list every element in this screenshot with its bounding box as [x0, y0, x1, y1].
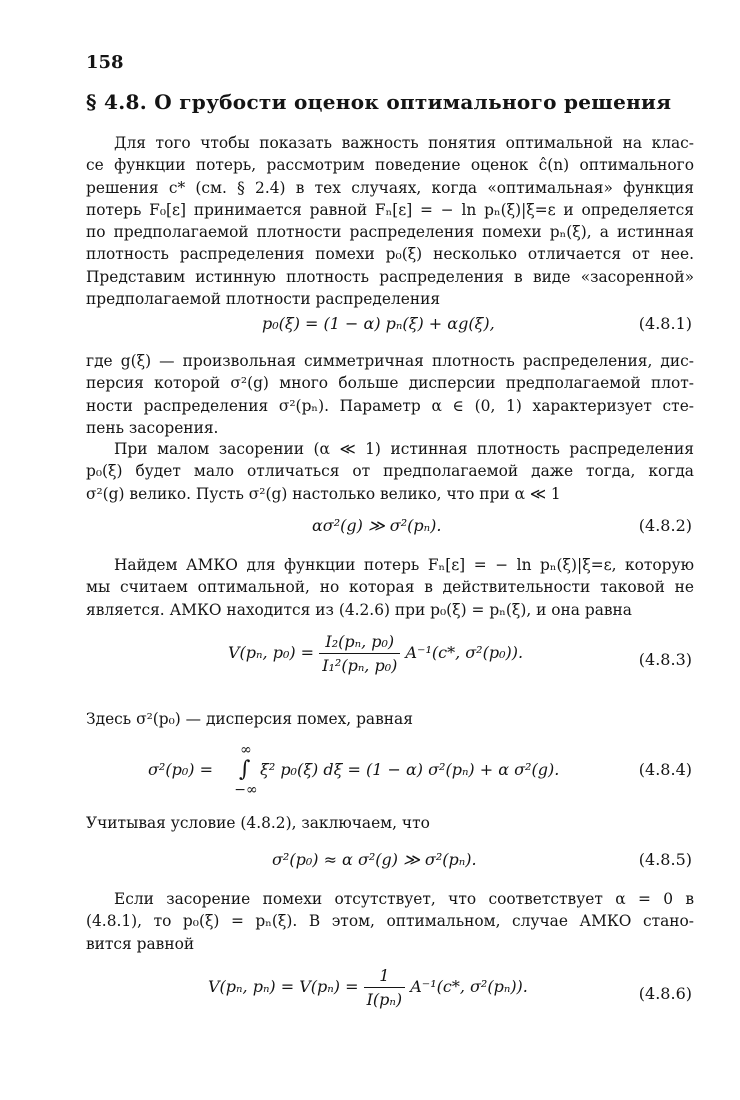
text-line: персия которой σ²(g) много больше дисперсии предполагаемой плот- [86, 374, 694, 393]
text-line: по предполагаемой плотности распределения помехи pₙ(ξ), а истинная [86, 223, 694, 242]
equation-lhs: V(pₙ, p₀) = [228, 643, 315, 662]
fraction-denominator: I₁²(pₙ, p₀) [322, 656, 398, 675]
equation-number: (4.8.2) [638, 516, 692, 535]
equation-4-8-1: p₀(ξ) = (1 − α) pₙ(ξ) + αg(ξ), [262, 314, 495, 333]
text-line: Здесь σ²(p₀) — дисперсия помех, равная [86, 710, 413, 728]
text-line: σ²(g) велико. Пусть σ²(g) настолько велико, что при α ≪ 1 [86, 484, 561, 503]
equation-lhs: σ²(p₀) = [148, 760, 213, 779]
equation-4-8-3 [228, 632, 523, 675]
text-line: Учитывая условие (4.8.2), заключаем, что [86, 814, 430, 832]
paragraph-small-contamination [86, 438, 694, 505]
text-line: пень засорения. [86, 418, 219, 437]
paragraph-conclusion [86, 812, 694, 834]
equation-number: (4.8.1) [638, 314, 692, 333]
equation-rhs: A⁻¹(c*, σ²(pₙ)). [410, 977, 528, 996]
text-line: Если засорение помехи отсутствует, что соответствует α = 0 в [114, 890, 694, 908]
text-line: предполагаемой плотности распределения [86, 290, 441, 309]
paragraph-variance [86, 708, 694, 730]
fraction-numerator: 1 [364, 966, 406, 988]
text-line: плотность распределения помехи p₀(ξ) несколько отличается от нее. [86, 245, 694, 264]
equation-lhs: V(pₙ, pₙ) = V(pₙ) = [208, 977, 359, 996]
paragraph-no-contamination [86, 888, 694, 955]
equation-number: (4.8.3) [638, 650, 692, 669]
text-line: (4.8.1), то p₀(ξ) = pₙ(ξ). В этом, оптимальном, случае АМКО стано- [86, 912, 694, 931]
text-line: является. АМКО находится из (4.2.6) при p₀(ξ) = pₙ(ξ), и она равна [86, 600, 632, 619]
equation-number: (4.8.5) [638, 850, 692, 869]
integral-upper-limit: ∞ [240, 742, 252, 758]
equation-rhs: A⁻¹(c*, σ²(p₀)). [405, 643, 524, 662]
equation-number: (4.8.4) [638, 760, 692, 779]
equation-4-8-4 [148, 742, 608, 800]
text-line: При малом засорении (α ≪ 1) истинная плотность распределения [114, 440, 694, 458]
text-line: се функции потерь, рассмотрим поведение оценок ĉ(n) оптимального [86, 156, 694, 175]
page-number: 158 [86, 52, 124, 73]
fraction [364, 966, 406, 1009]
text-line: где g(ξ) — произвольная симметричная плотность распределения, дис- [86, 352, 694, 370]
text-line: вится равной [86, 934, 195, 953]
text-line: p₀(ξ) будет мало отличаться от предполагаемой даже тогда, когда [86, 462, 694, 481]
paragraph-amko [86, 554, 694, 621]
fraction-denominator: I(pₙ) [366, 990, 403, 1009]
integral-lower-limit: −∞ [234, 782, 258, 798]
text-line: решения c* (см. § 2.4) в тех случаях, когда «оптимальная» функция [86, 178, 694, 197]
text-line: потерь F₀[ε] принимается равной Fₙ[ε] = − ln pₙ(ξ)|ξ=ε и определяется [86, 200, 694, 219]
text-line: Для того чтобы показать важность понятия оптимальной на клас- [114, 134, 694, 152]
text-line: ности распределения σ²(pₙ). Параметр α ∈ (0, 1) характеризует сте- [86, 396, 694, 415]
equation-number: (4.8.6) [638, 984, 692, 1003]
equation-4-8-6 [208, 966, 528, 1009]
fraction [319, 632, 400, 675]
text-line: мы считаем оптимальной, но которая в действительности таковой не [86, 578, 694, 597]
text-line: Найдем АМКО для функции потерь Fₙ[ε] = − ln pₙ(ξ)|ξ=ε, которую [114, 556, 694, 574]
fraction-numerator: I₂(pₙ, p₀) [319, 632, 400, 654]
equation-4-8-5: σ²(p₀) ≈ α σ²(g) ≫ σ²(pₙ). [272, 850, 477, 869]
section-title: § 4.8. О грубости оценок оптимального решения [86, 90, 672, 114]
equation-4-8-2: ασ²(g) ≫ σ²(pₙ). [312, 516, 442, 535]
integral-sign: ∫ [239, 757, 251, 782]
text-line: Представим истинную плотность распределения в виде «засоренной» [86, 267, 694, 286]
paragraph-contamination [86, 350, 694, 439]
paragraph-intro [86, 132, 694, 310]
equation-rhs: ξ² p₀(ξ) dξ = (1 − α) σ²(pₙ) + α σ²(g). [260, 760, 560, 779]
